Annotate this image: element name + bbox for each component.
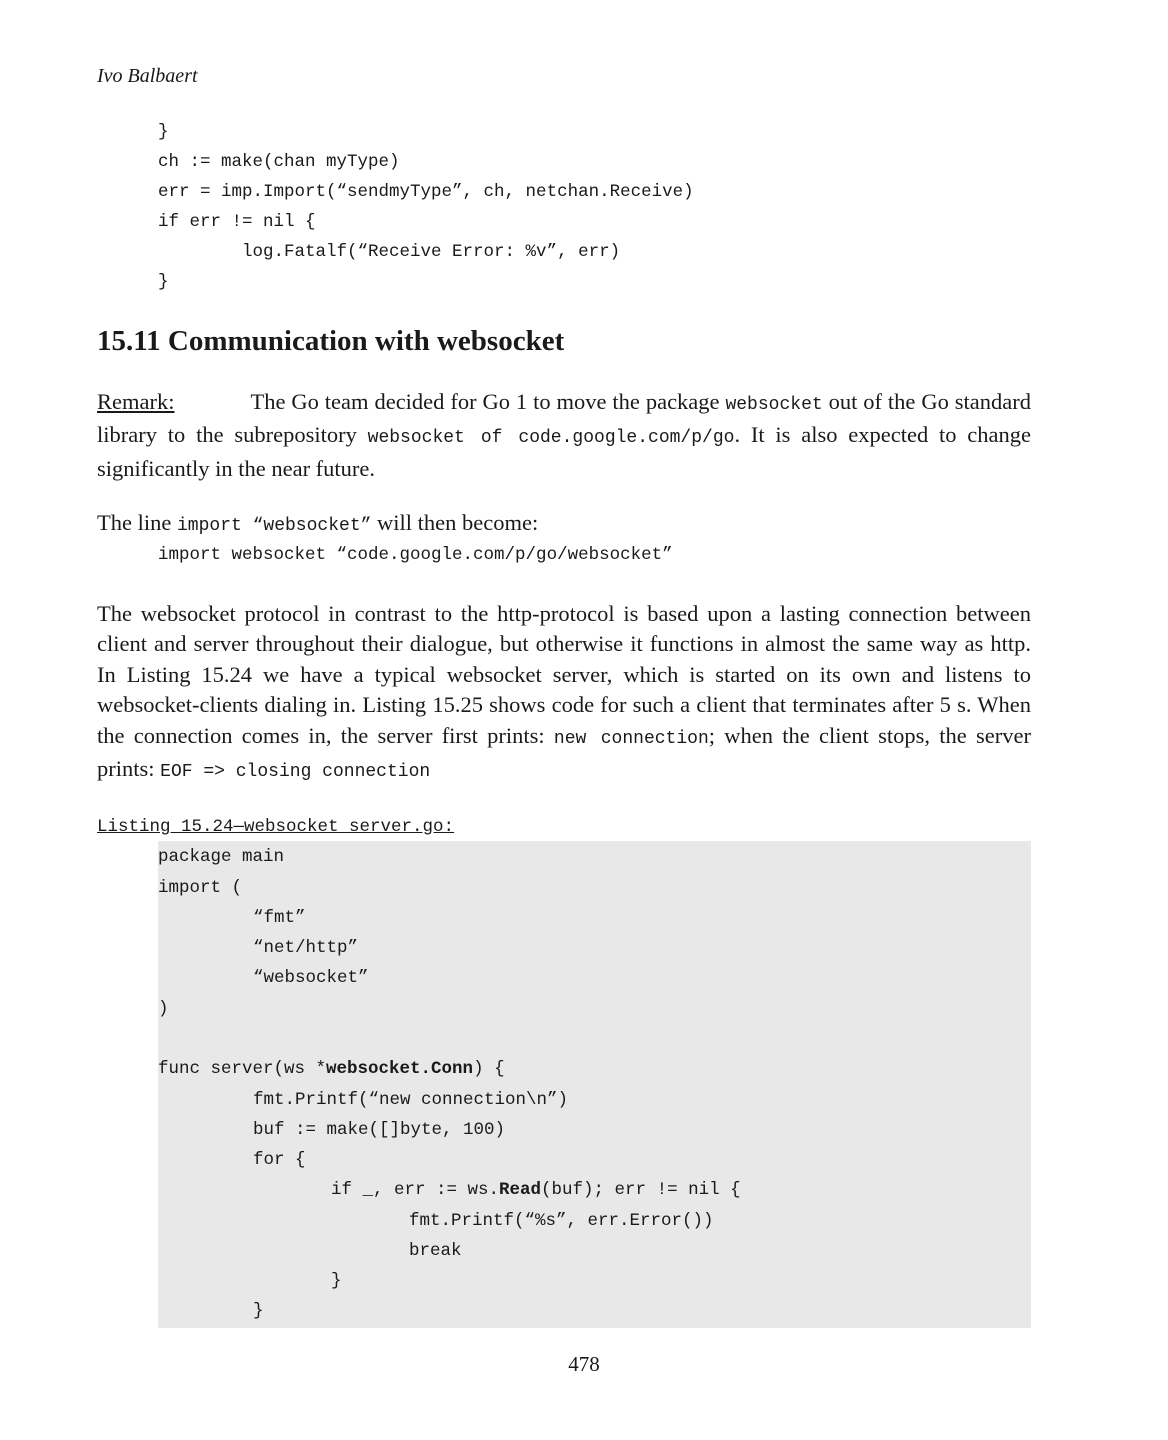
code-bold: websocket.Conn [326,1059,474,1079]
remark-text: out of the Go standard library to the subrepository [97,389,1031,448]
code-line [331,1175,741,1205]
code-text: ) { [473,1059,505,1079]
import-code-line: import websocket “code.google.com/p/go/websocket” [158,545,673,565]
code-bold: Read [499,1180,542,1200]
code-line: “fmt” [253,908,306,928]
code-line: fmt.Printf(“%s”, err.Error()) [409,1211,714,1231]
import-note-text: will then become: [371,510,539,535]
code-text: if _, err := ws. [331,1180,500,1200]
code-line: } [253,1301,264,1321]
code-line: ) [158,999,169,1019]
code-line: } [331,1271,342,1291]
code-listing [158,841,1031,1328]
code-text: func server(ws * [158,1059,327,1079]
inline-code: new connection [553,728,709,749]
code-line: buf := make([]byte, 100) [253,1120,506,1140]
remark-label: Remark: [97,389,175,414]
code-line: fmt.Printf(“new connection\n”) [253,1090,569,1110]
code-line: package main [158,847,285,867]
import-note-text: The line [97,510,177,535]
code-line: } [158,272,169,292]
code-line [158,1054,505,1084]
code-line: err = imp.Import(“sendmyType”, ch, netchan.Receive) [158,182,694,202]
listing-caption: Listing 15.24—websocket_server.go: [97,817,455,837]
code-line: } [158,122,169,142]
import-note-paragraph [97,508,1031,541]
code-line: ch := make(chan myType) [158,152,400,172]
inline-code: import “websocket” [176,516,372,536]
code-line: log.Fatalf(“Receive Error: %v”, err) [158,242,621,262]
section-heading: 15.11 Communication with websocket [97,325,565,357]
body-text: The websocket protocol in contrast to the http-protocol is based upon a lasting connection between client and server throughout their dialogue, but otherwise it functions in almost the same way as http. In Listing 15.24 we have a typical websocket server, which is started on its own and listens to websocket-clients dialing in. Listing 15.25 shows code for such a client that terminates after 5 s. When the connection comes in, the server first prints: [97,601,1031,748]
body-text: ; when the client stops, the server prints: [97,722,1031,782]
code-line: for { [253,1150,306,1170]
remark-text: The Go team decided for Go 1 to move the package [250,389,726,414]
page-number: 478 [568,1352,600,1376]
code-line: “websocket” [253,968,369,988]
inline-code: EOF => closing connection [160,762,431,783]
running-header-author: Ivo Balbaert [97,65,198,87]
remark-paragraph [97,387,1031,484]
code-line: “net/http” [253,938,359,958]
code-line: if err != nil { [158,212,316,232]
body-paragraph [97,599,1031,787]
inline-code: websocket of code.google.com/p/go [367,428,735,449]
remark-text: . It is also expected to change significantly in the near future. [97,422,1032,481]
code-line: import ( [158,878,243,898]
inline-code: websocket [725,395,823,415]
code-line: break [409,1241,462,1261]
code-text: (buf); err != nil { [541,1180,741,1200]
